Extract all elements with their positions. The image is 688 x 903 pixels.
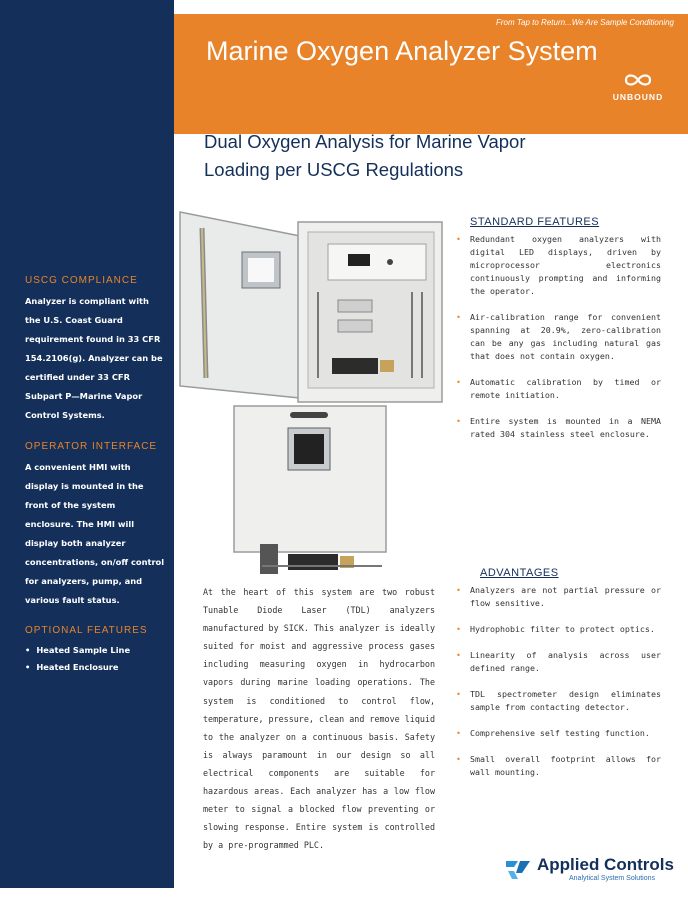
tagline: From Tap to Return...We Are Sample Conditioning — [495, 18, 674, 27]
standard-feature-item: • Automatic calibration by timed or remote initiation. — [456, 376, 661, 402]
advantages-list — [456, 584, 661, 779]
uscg-compliance-text: Analyzer is compliant with the U.S. Coast Guard requirement found in 33 CFR 154.2106(g). Analyzer can be certified under 33 CFR Subpart P—Marine Vapor Control Systems. — [25, 296, 163, 420]
optional-features-heading: OPTIONAL FEATURES — [25, 625, 148, 636]
advantages-heading: ADVANTAGES — [480, 567, 559, 579]
optional-feature-item: • Heated Sample Line — [25, 642, 165, 659]
advantage-item: • Linearity of analysis across user defined range. — [456, 649, 661, 675]
subtitle-line: Dual Oxygen Analysis for Marine Vapor — [204, 131, 526, 152]
applied-controls-name: Applied Controls — [537, 855, 674, 874]
optional-feature-item: • Heated Enclosure — [25, 659, 165, 676]
advantage-item: • Small overall footprint allows for wall mounting. — [456, 753, 661, 779]
infinity-icon — [623, 72, 653, 88]
standard-features-list — [456, 233, 661, 441]
advantage-item: • Comprehensive self testing function. — [456, 727, 661, 740]
applied-controls-logo — [503, 855, 683, 891]
sidebar — [0, 0, 174, 888]
standard-feature-item: • Redundant oxygen analyzers with digital LED displays, driven by microprocessor electronics continuously prompting and informing the operator. — [456, 233, 661, 298]
uscg-compliance-section — [25, 275, 165, 425]
subtitle — [204, 128, 604, 184]
subtitle-line: Loading per USCG Regulations — [204, 159, 464, 180]
optional-features-list — [25, 642, 165, 676]
standard-feature-item: • Air-calibration range for convenient spanning at 20.9%, zero-calibration can be any gas including natural gas that does not contain oxygen. — [456, 311, 661, 363]
operator-interface-heading: OPERATOR INTERFACE — [25, 441, 158, 452]
optional-features-section — [25, 625, 165, 676]
closed-enclosure-photo — [232, 404, 388, 580]
uscg-compliance-heading: USCG COMPLIANCE — [25, 275, 138, 286]
standard-features-heading: STANDARD FEATURES — [470, 216, 600, 228]
applied-controls-sub: Analytical System Solutions — [569, 875, 655, 882]
header-banner — [174, 14, 688, 134]
unbound-logo — [608, 72, 668, 102]
advantage-item: • Analyzers are not partial pressure or flow sensitive. — [456, 584, 661, 610]
advantage-item: • TDL spectrometer design eliminates sample from contacting detector. — [456, 688, 661, 714]
advantage-item: • Hydrophobic filter to protect optics. — [456, 623, 661, 636]
unbound-text: UNBOUND — [612, 92, 664, 102]
page-title: Marine Oxygen Analyzer System — [206, 36, 598, 66]
operator-interface-section — [25, 441, 165, 610]
operator-interface-text: A convenient HMI with display is mounted in the front of the system enclosure. The HMI will display both analyzer concentrations, on/off control for analyzers, pump, and various fault status. — [25, 462, 165, 605]
applied-controls-mark-icon — [503, 855, 533, 885]
system-description: At the heart of this system are two robust Tunable Diode Laser (TDL) analyzers manufactured by SICK. This analyzer is ideally suited for moist and aggressive process gases including measuring oxygen in hydrocarbon vapors during marine loading operations. The system is conditioned to control flow, temperature, pressure, clean and remove liquid to the analyzer on a continuous basis. Safety is always paramount in our design so all electrical components are suitable for hazardous areas. Each analyzer has a low flow meter to signal a blocked flow preventing or slowing response. Entire system is controlled by a pre-programmed PLC. — [203, 587, 435, 851]
open-enclosure-photo — [176, 208, 448, 404]
standard-feature-item: • Entire system is mounted in a NEMA rated 304 stainless steel enclosure. — [456, 415, 661, 441]
